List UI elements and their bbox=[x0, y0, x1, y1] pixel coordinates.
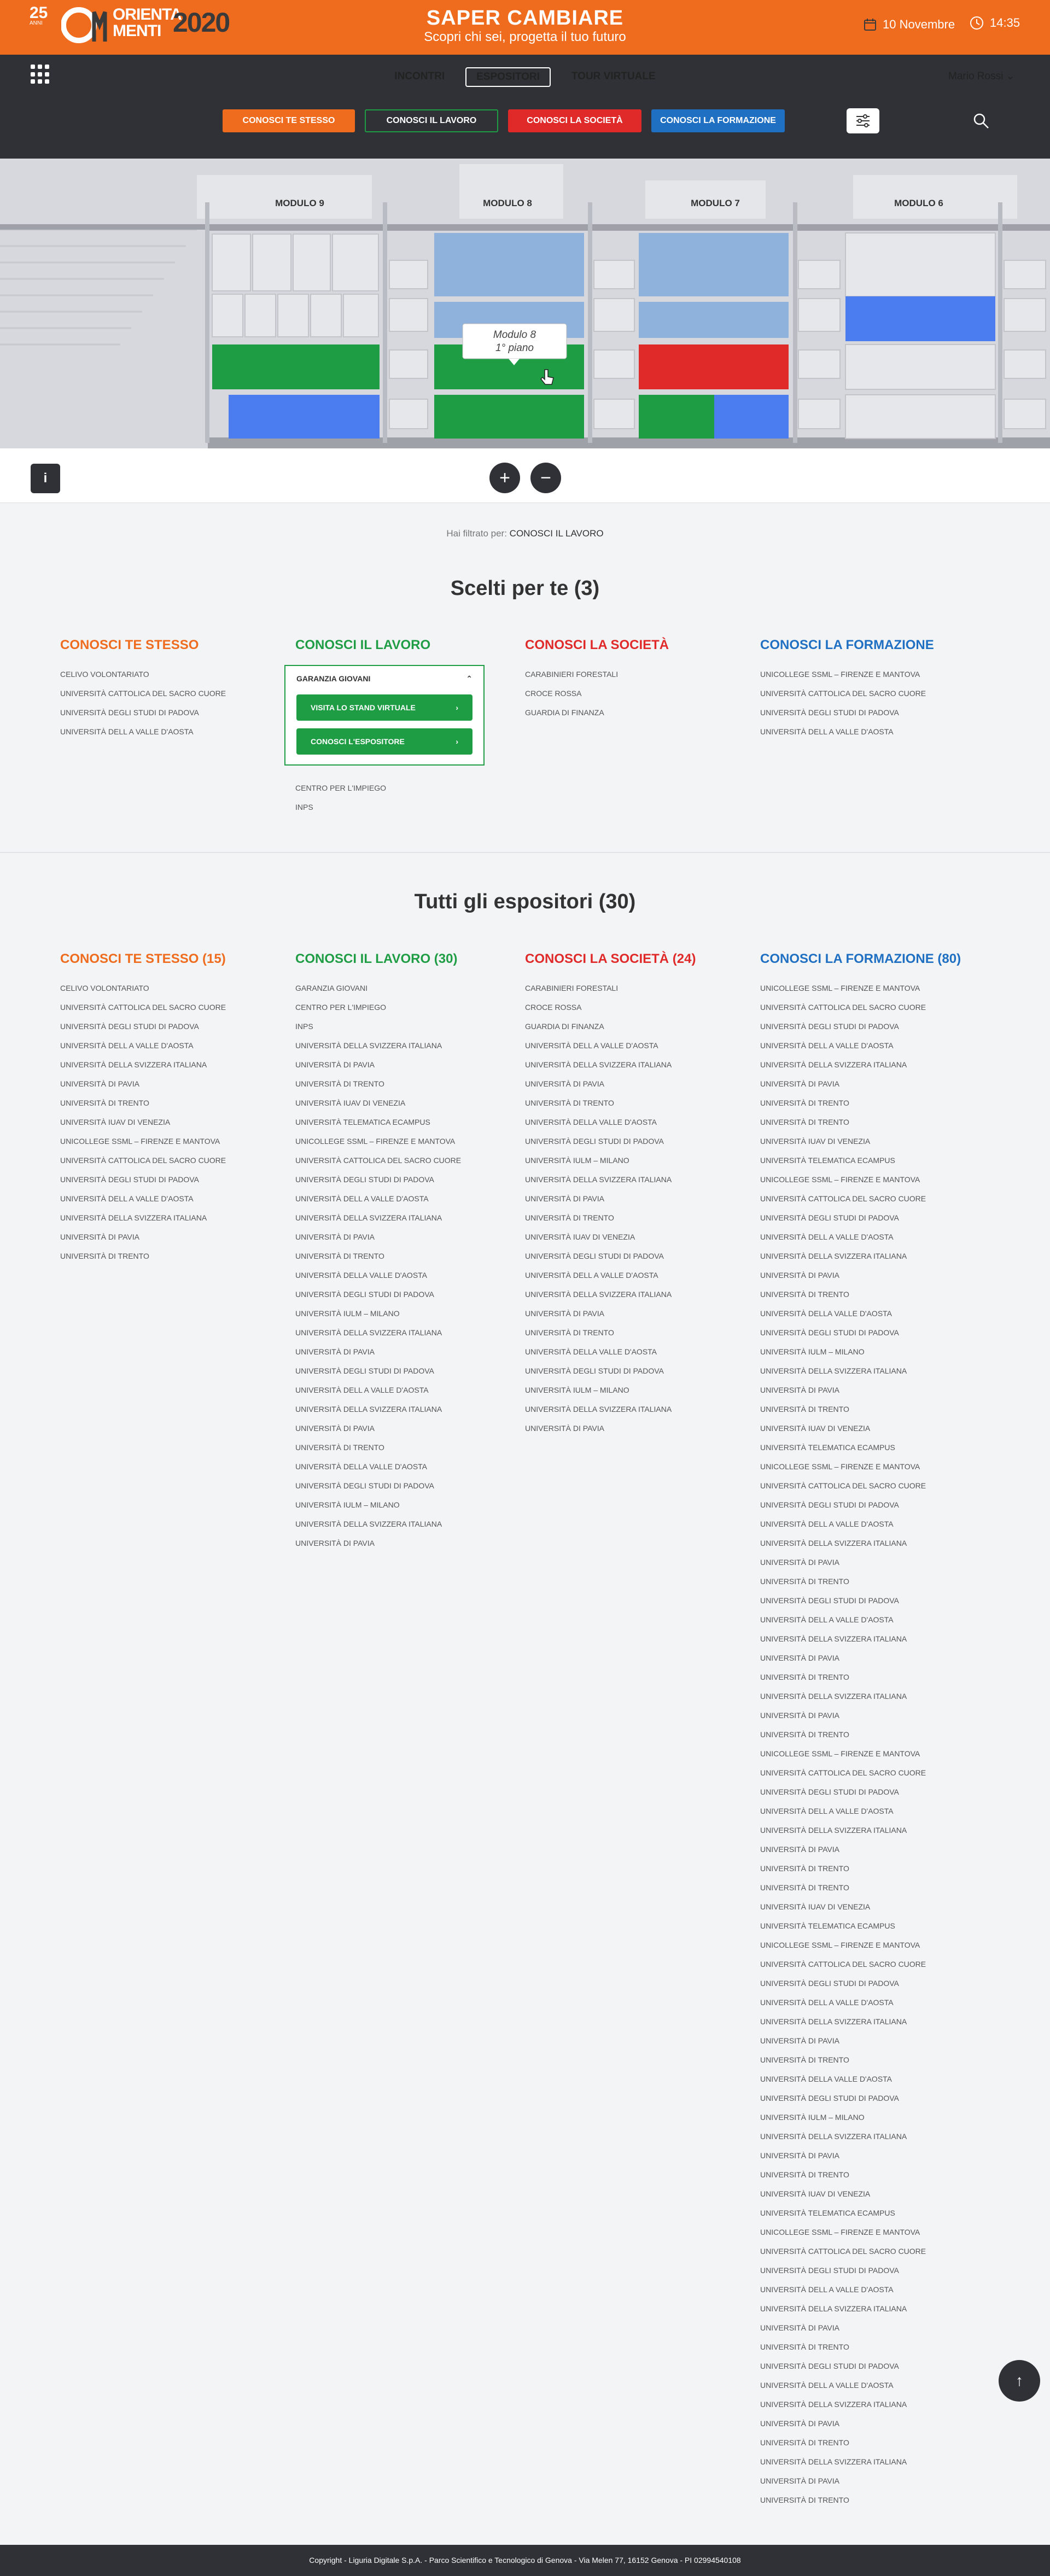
sliders-icon bbox=[847, 108, 879, 133]
exhibitor-item[interactable]: UNIVERSITÀ TELEMATICA ECAMPUS bbox=[760, 1921, 895, 1930]
stand[interactable] bbox=[639, 344, 789, 389]
filter-conosci-la-formazione[interactable]: CONOSCI LA FORMAZIONE bbox=[651, 109, 785, 132]
exhibitor-item[interactable]: UNIVERSITÀ DI TRENTO bbox=[760, 1673, 849, 1681]
exhibitor-item[interactable]: UNIVERSITÀ TELEMATICA ECAMPUS bbox=[760, 2209, 895, 2217]
exhibitor-list bbox=[525, 665, 744, 722]
exhibitor-item[interactable]: UNIVERSITÀ DI TRENTO bbox=[295, 1079, 384, 1088]
exhibitor-item[interactable]: UNIVERSITÀ DELLA SVIZZERA ITALIANA bbox=[760, 1826, 907, 1835]
exhibitor-item[interactable]: UNIVERSITÀ DI PAVIA bbox=[295, 1232, 375, 1241]
info-button[interactable] bbox=[31, 464, 60, 493]
exhibitor-item[interactable]: UNIVERSITÀ CATTOLICA DEL SACRO CUORE bbox=[60, 689, 226, 698]
exhibitor-item[interactable]: UNIVERSITÀ DELL A VALLE D'AOSTA bbox=[760, 2381, 894, 2390]
nav-item-incontri[interactable]: INCONTRI bbox=[394, 71, 445, 82]
exhibitor-item[interactable]: UNIVERSITÀ DI TRENTO bbox=[760, 1405, 849, 1413]
stand[interactable] bbox=[639, 233, 789, 296]
info-icon: i bbox=[43, 471, 48, 486]
exhibitor-item[interactable]: UNIVERSITÀ DELL A VALLE D'AOSTA bbox=[760, 1041, 894, 1050]
column-title: CONOSCI LA SOCIETÀ bbox=[525, 638, 669, 652]
search-icon[interactable] bbox=[972, 112, 990, 130]
exhibitor-item[interactable]: UNIVERSITÀ DI TRENTO bbox=[760, 2438, 849, 2447]
exhibitor-item[interactable]: UNIVERSITÀ DELLA SVIZZERA ITALIANA bbox=[525, 1060, 672, 1069]
all-col-formazione bbox=[760, 951, 979, 2510]
exhibitor-item[interactable]: UNIVERSITÀ DELLA VALLE D'AOSTA bbox=[295, 1271, 428, 1280]
exhibitor-item[interactable]: UNIVERSITÀ DELL A VALLE D'AOSTA bbox=[760, 1615, 894, 1624]
chevron-right-icon: › bbox=[456, 737, 458, 746]
exhibitor-item[interactable]: UNIVERSITÀ CATTOLICA DEL SACRO CUORE bbox=[60, 1156, 226, 1165]
zoom-in-button[interactable] bbox=[489, 463, 520, 493]
exhibitor-item[interactable]: UNIVERSITÀ DEGLI STUDI DI PADOVA bbox=[760, 1022, 899, 1031]
exhibitor-item[interactable]: UNIVERSITÀ DI TRENTO bbox=[525, 1099, 614, 1107]
stand[interactable] bbox=[434, 395, 584, 439]
stand[interactable] bbox=[229, 395, 380, 439]
exhibitor-item[interactable]: UNICOLLEGE SSML – FIRENZE E MANTOVA bbox=[60, 1137, 220, 1146]
exhibitor-item[interactable]: UNIVERSITÀ DELL A VALLE D'AOSTA bbox=[60, 1041, 194, 1050]
nav-item-tour-virtuale[interactable]: TOUR VIRTUALE bbox=[571, 71, 656, 82]
exhibitor-item[interactable]: UNICOLLEGE SSML – FIRENZE E MANTOVA bbox=[760, 984, 920, 992]
exhibitor-item[interactable]: UNIVERSITÀ IUAV DI VENEZIA bbox=[760, 1424, 871, 1433]
exhibitor-item[interactable]: UNIVERSITÀ DI TRENTO bbox=[760, 1290, 849, 1299]
exhibitor-item[interactable]: UNIVERSITÀ DI PAVIA bbox=[295, 1539, 375, 1547]
exhibitor-item[interactable]: UNIVERSITÀ DI TRENTO bbox=[295, 1252, 384, 1260]
exhibitor-item[interactable]: UNIVERSITÀ DELL A VALLE D'AOSTA bbox=[760, 1998, 894, 2007]
logo-year: 2020 bbox=[173, 7, 230, 38]
exhibitor-item[interactable]: UNIVERSITÀ DI TRENTO bbox=[60, 1099, 149, 1107]
exhibitor-item[interactable]: UNIVERSITÀ CATTOLICA DEL SACRO CUORE bbox=[760, 1960, 926, 1968]
section-divider bbox=[0, 852, 1050, 853]
exhibitor-item[interactable]: UNICOLLEGE SSML – FIRENZE E MANTOVA bbox=[760, 1941, 920, 1949]
exhibitor-item[interactable]: UNIVERSITÀ DI PAVIA bbox=[525, 1424, 604, 1433]
exhibitor-item[interactable]: UNIVERSITÀ DEGLI STUDI DI PADOVA bbox=[295, 1175, 434, 1184]
chevron-down-icon: ⌄ bbox=[1006, 71, 1015, 82]
exhibitor-item[interactable]: UNIVERSITÀ CATTOLICA DEL SACRO CUORE bbox=[760, 1194, 926, 1203]
exhibitor-item[interactable]: UNIVERSITÀ DELLA SVIZZERA ITALIANA bbox=[525, 1405, 672, 1413]
exhibitor-item[interactable]: UNIVERSITÀ DELLA SVIZZERA ITALIANA bbox=[760, 2457, 907, 2466]
exhibitor-item[interactable]: UNIVERSITÀ DEGLI STUDI DI PADOVA bbox=[525, 1137, 664, 1146]
exhibitor-item[interactable]: UNIVERSITÀ DEGLI STUDI DI PADOVA bbox=[760, 2266, 899, 2275]
exhibitor-item[interactable]: UNIVERSITÀ DI PAVIA bbox=[760, 1558, 839, 1567]
exhibitor-item[interactable]: INPS bbox=[295, 803, 313, 811]
exhibitor-item[interactable]: UNIVERSITÀ IULM – MILANO bbox=[525, 1386, 629, 1394]
exhibitor-item[interactable]: UNIVERSITÀ CATTOLICA DEL SACRO CUORE bbox=[295, 1156, 462, 1165]
plus-icon: + bbox=[499, 467, 510, 488]
exhibitor-item[interactable]: UNIVERSITÀ DEGLI STUDI DI PADOVA bbox=[295, 1290, 434, 1299]
exhibition-map[interactable] bbox=[0, 159, 1050, 448]
exhibitor-item[interactable]: UNIVERSITÀ DELLA VALLE D'AOSTA bbox=[760, 1309, 892, 1318]
exhibitor-item[interactable]: UNIVERSITÀ DELLA SVIZZERA ITALIANA bbox=[60, 1060, 207, 1069]
exhibitor-list bbox=[760, 979, 979, 2510]
exhibitor-item[interactable]: UNIVERSITÀ CATTOLICA DEL SACRO CUORE bbox=[760, 1003, 926, 1012]
exhibitor-item[interactable]: UNIVERSITÀ DELL A VALLE D'AOSTA bbox=[60, 1194, 194, 1203]
exhibitor-item[interactable]: CENTRO PER L'IMPIEGO bbox=[295, 784, 387, 792]
exhibitor-item[interactable]: UNICOLLEGE SSML – FIRENZE E MANTOVA bbox=[760, 1175, 920, 1184]
scroll-to-top-button[interactable] bbox=[999, 2360, 1040, 2402]
exhibitor-item[interactable]: UNICOLLEGE SSML – FIRENZE E MANTOVA bbox=[295, 1137, 456, 1146]
exhibitor-item[interactable]: CENTRO PER L'IMPIEGO bbox=[295, 1003, 387, 1012]
event-subtitle: Scopri chi sei, progetta il tuo futuro bbox=[424, 30, 626, 44]
exhibitor-item[interactable]: UNIVERSITÀ IUAV DI VENEZIA bbox=[760, 2189, 871, 2198]
exhibitor-item[interactable]: UNIVERSITÀ DI TRENTO bbox=[760, 1577, 849, 1586]
chosen-col-lavoro bbox=[295, 638, 514, 817]
exhibitor-item[interactable]: UNIVERSITÀ DI PAVIA bbox=[525, 1309, 604, 1318]
exhibitor-item[interactable]: UNIVERSITÀ DELLA SVIZZERA ITALIANA bbox=[760, 1252, 907, 1260]
exhibitor-item[interactable]: CROCE ROSSA bbox=[525, 689, 582, 698]
expanded-exhibitor-header[interactable]: GARANZIA GIOVANI ⌃ bbox=[296, 670, 472, 687]
exhibitor-item[interactable]: UNIVERSITÀ DEGLI STUDI DI PADOVA bbox=[60, 1175, 199, 1184]
expanded-exhibitor-card bbox=[284, 665, 485, 766]
exhibitor-item[interactable]: UNIVERSITÀ DI TRENTO bbox=[760, 2055, 849, 2064]
exhibitor-item[interactable]: UNIVERSITÀ DI TRENTO bbox=[760, 2343, 849, 2351]
exhibitor-item[interactable]: UNIVERSITÀ DI TRENTO bbox=[760, 1730, 849, 1739]
exhibitor-item[interactable]: UNIVERSITÀ DELLA SVIZZERA ITALIANA bbox=[760, 1060, 907, 1069]
column-title: CONOSCI LA FORMAZIONE (80) bbox=[760, 951, 961, 966]
nav-menu bbox=[0, 67, 1050, 87]
exhibitor-item[interactable]: UNIVERSITÀ CATTOLICA DEL SACRO CUORE bbox=[760, 2247, 926, 2256]
exhibitor-list bbox=[295, 979, 514, 1553]
exhibitor-item[interactable]: UNIVERSITÀ DELLA SVIZZERA ITALIANA bbox=[295, 1041, 442, 1050]
exhibitor-item[interactable]: UNIVERSITÀ DI TRENTO bbox=[760, 1099, 849, 1107]
all-col-stesso bbox=[60, 951, 279, 1266]
exhibitor-item[interactable]: UNIVERSITÀ DI TRENTO bbox=[760, 1864, 849, 1873]
stand[interactable] bbox=[639, 302, 789, 338]
exhibitor-item[interactable]: UNIVERSITÀ DEGLI STUDI DI PADOVA bbox=[295, 1366, 434, 1375]
exhibitor-item[interactable]: UNIVERSITÀ DI PAVIA bbox=[525, 1079, 604, 1088]
exhibitor-item[interactable]: UNIVERSITÀ DI PAVIA bbox=[760, 1654, 839, 1662]
stand[interactable] bbox=[639, 395, 714, 439]
settings-button[interactable] bbox=[847, 108, 879, 133]
logo-wordmark: ORIENTA MENTI bbox=[113, 5, 182, 40]
stand[interactable] bbox=[434, 233, 584, 296]
exhibitor-item[interactable]: UNIVERSITÀ DELLA SVIZZERA ITALIANA bbox=[295, 1213, 442, 1222]
exhibitor-item[interactable]: UNIVERSITÀ IULM – MILANO bbox=[295, 1500, 400, 1509]
exhibitor-item[interactable]: UNIVERSITÀ DI PAVIA bbox=[295, 1347, 375, 1356]
exhibitor-item[interactable]: UNIVERSITÀ DELLA SVIZZERA ITALIANA bbox=[525, 1290, 672, 1299]
tooltip-title: Modulo 8 bbox=[493, 329, 536, 341]
exhibitor-item[interactable]: UNIVERSITÀ DI PAVIA bbox=[760, 2036, 839, 2045]
exhibitor-item[interactable]: UNIVERSITÀ CATTOLICA DEL SACRO CUORE bbox=[760, 689, 926, 698]
exhibitor-item[interactable]: UNIVERSITÀ DEGLI STUDI DI PADOVA bbox=[295, 1481, 434, 1490]
exhibitor-item[interactable]: UNIVERSITÀ DELLA SVIZZERA ITALIANA bbox=[295, 1520, 442, 1528]
all-col-lavoro bbox=[295, 951, 514, 1553]
exhibitor-item[interactable]: UNIVERSITÀ DI TRENTO bbox=[760, 2170, 849, 2179]
event-date: 10 Novembre bbox=[863, 17, 955, 32]
exhibitor-item[interactable]: UNIVERSITÀ DELLA SVIZZERA ITALIANA bbox=[760, 2132, 907, 2141]
arrow-up-icon: ↑ bbox=[1016, 2372, 1023, 2389]
stand[interactable] bbox=[714, 395, 789, 439]
exhibitor-item[interactable]: INPS bbox=[295, 1022, 313, 1031]
exhibitor-item[interactable]: UNIVERSITÀ DI PAVIA bbox=[760, 2419, 839, 2428]
category-filters bbox=[0, 109, 1050, 132]
exhibitor-item[interactable]: UNIVERSITÀ IULM – MILANO bbox=[525, 1156, 629, 1165]
footer: Copyright - Liguria Digitale S.p.A. - Parco Scientifico e Tecnologico di Genova - Via Melen 77, 16152 Genova - PI 02994540108 bbox=[0, 2545, 1050, 2576]
filter-conosci-la-societa[interactable]: CONOSCI LA SOCIETÀ bbox=[508, 109, 641, 132]
exhibitor-item[interactable]: UNIVERSITÀ IUAV DI VENEZIA bbox=[760, 1137, 871, 1146]
exhibitor-item[interactable]: UNIVERSITÀ DELLA SVIZZERA ITALIANA bbox=[760, 1634, 907, 1643]
exhibitor-item[interactable]: UNIVERSITÀ DI PAVIA bbox=[295, 1424, 375, 1433]
exhibitor-item[interactable]: UNIVERSITÀ DELLA SVIZZERA ITALIANA bbox=[760, 2017, 907, 2026]
column-title: CONOSCI LA FORMAZIONE bbox=[760, 638, 934, 652]
exhibitor-item[interactable]: UNIVERSITÀ DELL A VALLE D'AOSTA bbox=[295, 1386, 429, 1394]
exhibitor-item[interactable]: UNIVERSITÀ DI PAVIA bbox=[760, 1386, 839, 1394]
exhibitor-item[interactable]: UNIVERSITÀ DI TRENTO bbox=[760, 2496, 849, 2504]
exhibitor-item[interactable]: UNIVERSITÀ DELLA VALLE D'AOSTA bbox=[525, 1118, 657, 1126]
exhibitor-item[interactable]: UNIVERSITÀ DI PAVIA bbox=[760, 1271, 839, 1280]
anniversary-logo: 25 ANNI bbox=[30, 4, 48, 26]
calendar-icon bbox=[863, 17, 877, 32]
stand[interactable] bbox=[212, 344, 380, 389]
module-label: MODULO 6 bbox=[894, 198, 943, 208]
stand[interactable] bbox=[845, 296, 995, 341]
event-time: 14:35 bbox=[969, 15, 1020, 31]
exhibitor-item[interactable]: CELIVO VOLONTARIATO bbox=[60, 984, 149, 992]
exhibitor-item[interactable]: UNIVERSITÀ DEGLI STUDI DI PADOVA bbox=[760, 1213, 899, 1222]
exhibitor-item[interactable]: UNIVERSITÀ DI TRENTO bbox=[525, 1213, 614, 1222]
exhibitor-item[interactable]: UNIVERSITÀ DEGLI STUDI DI PADOVA bbox=[760, 2362, 899, 2370]
exhibitor-item[interactable]: UNIVERSITÀ DELLA SVIZZERA ITALIANA bbox=[760, 1692, 907, 1701]
exhibitor-item[interactable]: UNIVERSITÀ DELL A VALLE D'AOSTA bbox=[760, 2285, 894, 2294]
clock-icon bbox=[969, 15, 984, 31]
visit-virtual-stand-button[interactable]: VISITA LO STAND VIRTUALE › bbox=[296, 694, 472, 721]
exhibitor-item[interactable]: UNIVERSITÀ TELEMATICA ECAMPUS bbox=[760, 1156, 895, 1165]
exhibitor-item[interactable]: UNIVERSITÀ DELLA VALLE D'AOSTA bbox=[525, 1347, 657, 1356]
exhibitor-item[interactable]: UNIVERSITÀ DELLA VALLE D'AOSTA bbox=[295, 1462, 428, 1471]
exhibitor-item[interactable]: UNIVERSITÀ DELLA SVIZZERA ITALIANA bbox=[760, 1366, 907, 1375]
exhibitor-item[interactable]: UNIVERSITÀ TELEMATICA ECAMPUS bbox=[295, 1118, 430, 1126]
exhibitor-item[interactable]: UNICOLLEGE SSML – FIRENZE E MANTOVA bbox=[760, 1462, 920, 1471]
exhibitor-item[interactable]: CROCE ROSSA bbox=[525, 1003, 582, 1012]
exhibitor-item[interactable]: UNIVERSITÀ DI PAVIA bbox=[60, 1232, 139, 1241]
exhibitor-item[interactable]: UNIVERSITÀ DELL A VALLE D'AOSTA bbox=[760, 727, 894, 736]
exhibitor-item[interactable]: UNIVERSITÀ IUAV DI VENEZIA bbox=[295, 1099, 406, 1107]
column-title: CONOSCI TE STESSO bbox=[60, 638, 199, 652]
chevron-up-icon: ⌃ bbox=[466, 674, 472, 683]
chevron-right-icon: › bbox=[456, 703, 458, 712]
event-title: SAPER CAMBIARE bbox=[426, 7, 624, 30]
exhibitor-item[interactable]: UNIVERSITÀ DELLA SVIZZERA ITALIANA bbox=[525, 1175, 672, 1184]
module-label: MODULO 9 bbox=[275, 198, 324, 208]
active-filter-info: Hai filtrato per: CONOSCI IL LAVORO bbox=[446, 528, 604, 539]
exhibitor-item[interactable]: UNICOLLEGE SSML – FIRENZE E MANTOVA bbox=[760, 2228, 920, 2236]
exhibitor-item[interactable]: UNIVERSITÀ DELL A VALLE D'AOSTA bbox=[295, 1194, 429, 1203]
exhibitor-item[interactable]: UNIVERSITÀ DEGLI STUDI DI PADOVA bbox=[525, 1366, 664, 1375]
exhibitor-item[interactable]: UNIVERSITÀ DELLA SVIZZERA ITALIANA bbox=[60, 1213, 207, 1222]
exhibitor-item[interactable]: UNIVERSITÀ DELLA VALLE D'AOSTA bbox=[760, 2075, 892, 2083]
module-label: MODULO 7 bbox=[691, 198, 740, 208]
exhibitor-item[interactable]: UNIVERSITÀ DI PAVIA bbox=[760, 1711, 839, 1720]
exhibitor-item[interactable]: CELIVO VOLONTARIATO bbox=[60, 670, 149, 679]
exhibitor-item[interactable]: UNIVERSITÀ DI TRENTO bbox=[60, 1252, 149, 1260]
all-col-societa bbox=[525, 951, 744, 1438]
exhibitor-item[interactable]: UNIVERSITÀ DELLA SVIZZERA ITALIANA bbox=[760, 2304, 907, 2313]
exhibitor-item[interactable]: UNIVERSITÀ DELL A VALLE D'AOSTA bbox=[760, 1807, 894, 1815]
nav-item-espositori[interactable]: ESPOSITORI bbox=[465, 67, 551, 87]
exhibitor-item[interactable]: UNIVERSITÀ DEGLI STUDI DI PADOVA bbox=[760, 1500, 899, 1509]
exhibitor-item[interactable]: UNIVERSITÀ DI TRENTO bbox=[760, 1118, 849, 1126]
tooltip-subtitle: 1° piano bbox=[495, 342, 534, 354]
exhibitor-item[interactable]: UNIVERSITÀ DI PAVIA bbox=[760, 2476, 839, 2485]
know-exhibitor-button[interactable]: CONOSCI L'ESPOSITORE › bbox=[296, 728, 472, 755]
exhibitor-item[interactable]: UNIVERSITÀ DI PAVIA bbox=[760, 2323, 839, 2332]
exhibitor-item[interactable]: UNIVERSITÀ TELEMATICA ECAMPUS bbox=[760, 1443, 895, 1452]
exhibitor-item[interactable]: UNIVERSITÀ DEGLI STUDI DI PADOVA bbox=[760, 708, 899, 717]
chosen-col-stesso bbox=[60, 638, 279, 741]
exhibitor-item[interactable]: UNIVERSITÀ DEGLI STUDI DI PADOVA bbox=[760, 1979, 899, 1988]
chosen-col-societa bbox=[525, 638, 744, 722]
exhibitor-item[interactable]: UNICOLLEGE SSML – FIRENZE E MANTOVA bbox=[760, 670, 920, 679]
exhibitor-item[interactable]: UNIVERSITÀ DELLA SVIZZERA ITALIANA bbox=[760, 1539, 907, 1547]
column-title: CONOSCI TE STESSO (15) bbox=[60, 951, 226, 966]
exhibitor-item[interactable]: UNIVERSITÀ DI PAVIA bbox=[760, 2151, 839, 2160]
exhibitor-item[interactable]: GARANZIA GIOVANI bbox=[295, 984, 368, 992]
exhibitor-item[interactable]: UNIVERSITÀ DEGLI STUDI DI PADOVA bbox=[760, 1788, 899, 1796]
exhibitor-item[interactable]: UNICOLLEGE SSML – FIRENZE E MANTOVA bbox=[760, 1749, 920, 1758]
exhibitor-item[interactable]: UNIVERSITÀ IUAV DI VENEZIA bbox=[760, 1902, 871, 1911]
exhibitor-list bbox=[295, 779, 514, 817]
exhibitor-item[interactable]: UNIVERSITÀ DI PAVIA bbox=[760, 1079, 839, 1088]
exhibitor-item[interactable]: UNIVERSITÀ IULM – MILANO bbox=[760, 2113, 865, 2122]
exhibitor-item[interactable]: UNIVERSITÀ DI PAVIA bbox=[760, 1845, 839, 1854]
exhibitor-item[interactable]: UNIVERSITÀ DI PAVIA bbox=[525, 1194, 604, 1203]
map-toolbar bbox=[0, 448, 1050, 503]
exhibitor-item[interactable]: UNIVERSITÀ DEGLI STUDI DI PADOVA bbox=[760, 2094, 899, 2102]
exhibitor-item[interactable]: UNIVERSITÀ IULM – MILANO bbox=[295, 1309, 400, 1318]
minus-icon: − bbox=[540, 467, 551, 488]
exhibitor-item[interactable]: UNIVERSITÀ DELLA SVIZZERA ITALIANA bbox=[760, 2400, 907, 2409]
exhibitor-list bbox=[760, 665, 979, 741]
exhibitor-item[interactable]: UNIVERSITÀ CATTOLICA DEL SACRO CUORE bbox=[760, 1481, 926, 1490]
exhibitor-item[interactable]: UNIVERSITÀ DELL A VALLE D'AOSTA bbox=[760, 1232, 894, 1241]
exhibitor-item[interactable]: UNIVERSITÀ IUAV DI VENEZIA bbox=[60, 1118, 171, 1126]
exhibitor-list bbox=[60, 665, 279, 741]
user-menu[interactable]: Mario Rossi ⌄ bbox=[948, 71, 1015, 82]
all-section-title: Tutti gli espositori (30) bbox=[414, 890, 636, 913]
chosen-col-formazione bbox=[760, 638, 979, 741]
chosen-section-title: Scelti per te (3) bbox=[450, 577, 600, 600]
exhibitor-list bbox=[60, 979, 279, 1266]
exhibitor-item[interactable]: UNIVERSITÀ DI PAVIA bbox=[295, 1060, 375, 1069]
exhibitor-item[interactable]: UNIVERSITÀ DELL A VALLE D'AOSTA bbox=[525, 1041, 658, 1050]
column-title: CONOSCI IL LAVORO bbox=[295, 638, 431, 652]
zoom-out-button[interactable] bbox=[530, 463, 561, 493]
module-label: MODULO 8 bbox=[483, 198, 532, 208]
exhibitor-item[interactable]: UNIVERSITÀ DELL A VALLE D'AOSTA bbox=[525, 1271, 658, 1280]
exhibitor-item[interactable]: UNIVERSITÀ DI PAVIA bbox=[60, 1079, 139, 1088]
exhibitor-item[interactable]: UNIVERSITÀ DEGLI STUDI DI PADOVA bbox=[525, 1252, 664, 1260]
exhibitor-item[interactable]: UNIVERSITÀ DEGLI STUDI DI PADOVA bbox=[60, 1022, 199, 1031]
filter-conosci-te-stesso[interactable]: CONOSCI TE STESSO bbox=[223, 109, 355, 132]
exhibitor-item[interactable]: UNIVERSITÀ DELL A VALLE D'AOSTA bbox=[760, 1520, 894, 1528]
exhibitor-item[interactable]: UNIVERSITÀ CATTOLICA DEL SACRO CUORE bbox=[760, 1768, 926, 1777]
exhibitor-item[interactable]: GUARDIA DI FINANZA bbox=[525, 1022, 604, 1031]
column-title: CONOSCI LA SOCIETÀ (24) bbox=[525, 951, 696, 966]
exhibitor-item[interactable]: UNIVERSITÀ DI TRENTO bbox=[295, 1443, 384, 1452]
exhibitor-item[interactable]: CARABINIERI FORESTALI bbox=[525, 670, 619, 679]
exhibitor-item[interactable]: UNIVERSITÀ CATTOLICA DEL SACRO CUORE bbox=[60, 1003, 226, 1012]
column-title: CONOSCI IL LAVORO (30) bbox=[295, 951, 458, 966]
exhibitor-item[interactable]: UNIVERSITÀ DELLA SVIZZERA ITALIANA bbox=[295, 1405, 442, 1413]
filter-conosci-il-lavoro[interactable]: CONOSCI IL LAVORO bbox=[365, 109, 498, 132]
floor-plan bbox=[0, 159, 1050, 448]
exhibitor-item[interactable]: UNIVERSITÀ DEGLI STUDI DI PADOVA bbox=[60, 708, 199, 717]
exhibitor-item[interactable]: UNIVERSITÀ DI TRENTO bbox=[760, 1883, 849, 1892]
exhibitor-list bbox=[525, 979, 744, 1438]
exhibitor-item[interactable]: UNIVERSITÀ DELL A VALLE D'AOSTA bbox=[60, 727, 194, 736]
exhibitor-item[interactable]: CARABINIERI FORESTALI bbox=[525, 984, 619, 992]
exhibitor-item[interactable]: UNIVERSITÀ DEGLI STUDI DI PADOVA bbox=[760, 1596, 899, 1605]
exhibitor-item[interactable]: UNIVERSITÀ DI TRENTO bbox=[525, 1328, 614, 1337]
exhibitor-item[interactable]: UNIVERSITÀ DELLA SVIZZERA ITALIANA bbox=[295, 1328, 442, 1337]
exhibitor-item[interactable]: UNIVERSITÀ IULM – MILANO bbox=[760, 1347, 865, 1356]
exhibitor-item[interactable]: UNIVERSITÀ DEGLI STUDI DI PADOVA bbox=[760, 1328, 899, 1337]
exhibitor-item[interactable]: GUARDIA DI FINANZA bbox=[525, 708, 604, 717]
top-banner bbox=[0, 0, 1050, 55]
exhibitor-item[interactable]: UNIVERSITÀ IUAV DI VENEZIA bbox=[525, 1232, 635, 1241]
